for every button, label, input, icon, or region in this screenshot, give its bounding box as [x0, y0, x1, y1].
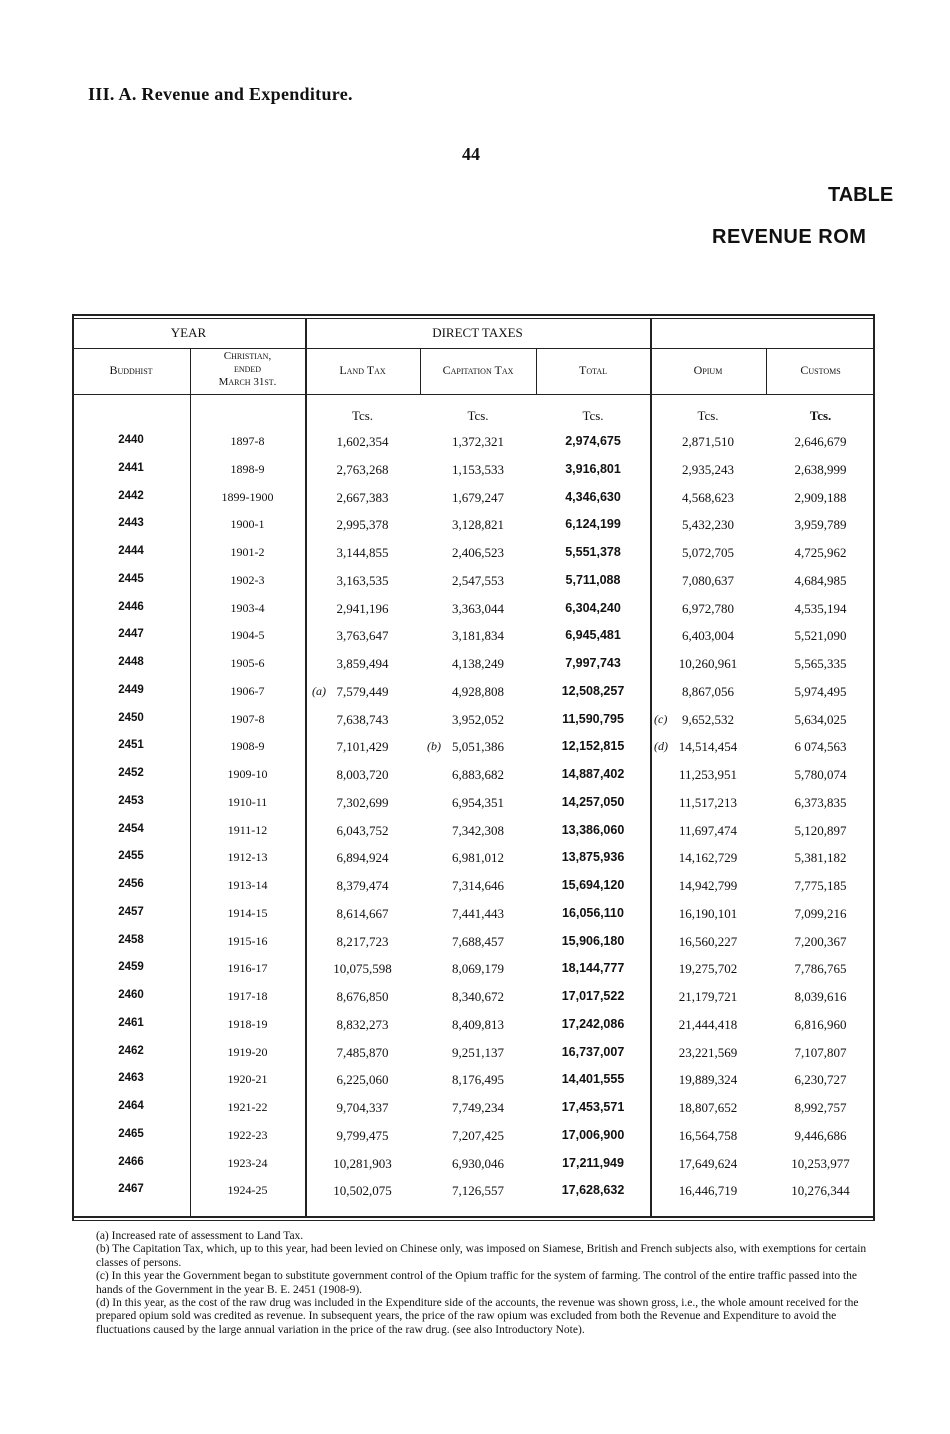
buddhist-year-cell: 2441: [118, 461, 144, 474]
land-tax-cell: 7,638,743: [336, 711, 389, 727]
land-tax-cell: 8,676,850: [336, 989, 389, 1004]
land-tax-cell: 3,763,647: [336, 628, 389, 644]
land-tax-cell: 8,379,474: [336, 878, 389, 893]
land-footnote-marker: (a): [312, 683, 326, 698]
table-row: [72, 517, 875, 545]
customs-cell: 10,253,977: [791, 1155, 850, 1171]
table-row: [72, 850, 875, 878]
land-tax-cell: 10,281,903: [333, 1155, 392, 1171]
total-cell: 15,694,120: [561, 878, 625, 892]
land-tax-cell: 2,763,268: [336, 461, 389, 477]
total-cell: 16,737,007: [561, 1044, 625, 1059]
table-row: [72, 1072, 875, 1100]
total-cell: 11,590,795: [562, 711, 624, 726]
opium-cell: 6,403,004: [682, 628, 734, 644]
christian-year-cell: 1901-2: [230, 545, 265, 559]
customs-cell: 5,565,335: [794, 656, 847, 671]
customs-cell: 5,521,090: [794, 628, 847, 644]
capitation-tax-cell: 7,688,457: [452, 933, 504, 949]
christian-year-cell: 1909-10: [227, 767, 268, 781]
capitation-tax-cell: 7,207,425: [452, 1127, 504, 1143]
total-cell: 17,453,571: [561, 1100, 625, 1114]
total-cell: 2,974,675: [565, 434, 621, 448]
total-cell: 5,551,378: [565, 545, 621, 559]
capitation-tax-cell: 7,126,557: [452, 1183, 504, 1199]
customs-cell: 2,646,679: [794, 434, 847, 449]
buddhist-year-cell: 2463: [118, 1072, 144, 1085]
land-tax-cell: 6,894,924: [336, 850, 389, 866]
land-tax-cell: 8,614,667: [336, 905, 389, 921]
christian-year-cell: 1908-9: [230, 739, 265, 754]
christian-year-cell: 1900-1: [230, 517, 265, 532]
capitation-tax-cell: 2,547,553: [452, 572, 504, 588]
footnote-c: (c) In this year the Government began to substitute government control of the Opium traffic for the system of farming. The control of the entire traffic passed into the hands of the Government in the year B. E. 2451 (1908-9).: [96, 1270, 858, 1296]
land-tax-cell: 7,485,870: [336, 1044, 389, 1060]
table-row: [72, 1017, 875, 1045]
land-tax-cell: 3,163,535: [336, 572, 389, 588]
table-heading: TABLE: [828, 184, 894, 206]
buddhist-year-cell: 2449: [118, 683, 144, 696]
capitation-tax-cell: 9,251,137: [452, 1044, 504, 1060]
land-unit: Tcs.: [351, 408, 374, 423]
capitation-tax-cell: 3,128,821: [452, 517, 504, 533]
buddhist-year-cell: 2464: [118, 1100, 144, 1112]
opium-cell: 4,568,623: [682, 489, 734, 505]
opium-cell: 11,253,951: [678, 767, 738, 782]
capitation-tax-cell: 1,372,321: [452, 434, 504, 449]
total-cell: 14,257,050: [561, 794, 625, 809]
total-cell: 13,875,936: [561, 850, 625, 865]
capitation-tax-cell: 4,138,249: [452, 656, 504, 671]
customs-cell: 5,381,182: [794, 850, 847, 866]
christian-year-cell: 1911-12: [227, 822, 268, 837]
revenue-table: [72, 314, 875, 1224]
buddhist-year-cell: 2442: [118, 489, 144, 502]
table-row: [72, 712, 875, 740]
opium-cell: 11,517,213: [678, 794, 738, 810]
customs-cell: 7,200,367: [794, 933, 847, 949]
customs-unit: Tcs.: [809, 408, 832, 423]
opium-header: Opium: [693, 363, 723, 377]
buddhist-year-cell: 2440: [118, 434, 144, 446]
opium-cell: 18,807,652: [678, 1100, 738, 1115]
land-tax-cell: 6,225,060: [336, 1072, 389, 1088]
land-tax-cell: 7,579,449: [336, 683, 389, 699]
total-cell: 7,997,743: [565, 656, 621, 670]
christian-year-cell: 1912-13: [227, 850, 268, 865]
table-bottom-rule-thin: [72, 1220, 875, 1221]
opium-cell: 10,260,961: [678, 656, 738, 671]
table-row: [72, 490, 875, 518]
opium-cell: 16,564,758: [678, 1127, 738, 1143]
opium-cell: 16,560,227: [678, 933, 738, 949]
buddhist-year-cell: 2453: [118, 794, 144, 807]
opium-cell: 21,444,418: [678, 1016, 738, 1032]
land-tax-cell: 9,704,337: [336, 1100, 389, 1115]
table-row: [72, 823, 875, 851]
christian-header-line-2: ended: [233, 363, 262, 375]
buddhist-year-cell: 2460: [118, 989, 144, 1001]
customs-cell: 6,373,835: [794, 794, 847, 810]
christian-year-cell: 1910-11: [227, 794, 268, 809]
land-tax-cell: 7,302,699: [336, 794, 389, 810]
units-row: [72, 408, 875, 436]
customs-cell: 2,638,999: [794, 461, 847, 477]
land-tax-cell: 9,799,475: [336, 1127, 389, 1143]
capitation-tax-cell: 7,441,443: [452, 905, 504, 921]
christian-year-cell: 1920-21: [227, 1072, 268, 1087]
capitation-tax-cell: 6,930,046: [452, 1155, 504, 1171]
opium-cell: 6,972,780: [682, 600, 734, 616]
customs-cell: 6 074,563: [794, 739, 847, 755]
customs-cell: 5,780,074: [794, 767, 847, 782]
total-cell: 3,916,801: [565, 461, 621, 476]
total-cell: 4,346,630: [565, 489, 621, 504]
land-tax-cell: 8,003,720: [336, 767, 389, 782]
capitation-tax-cell: 2,406,523: [452, 545, 504, 560]
table-row: [72, 573, 875, 601]
land-tax-cell: 3,859,494: [336, 656, 389, 671]
buddhist-year-cell: 2454: [118, 822, 144, 835]
capitation-tax-cell: 6,981,012: [452, 850, 504, 866]
opium-cell: 5,072,705: [682, 545, 734, 560]
capitation-footnote-marker: (b): [427, 739, 441, 754]
land-tax-cell: 8,832,273: [336, 1016, 389, 1032]
christian-year-cell: 1918-19: [227, 1016, 268, 1031]
customs-cell: 5,120,897: [794, 822, 847, 838]
table-row: [72, 961, 875, 989]
total-cell: 13,386,060: [561, 822, 625, 837]
capitation-tax-cell: 7,749,234: [452, 1100, 504, 1115]
christian-year-cell: 1923-24: [227, 1155, 268, 1170]
total-cell: 17,628,632: [561, 1183, 625, 1198]
buddhist-year-cell: 2462: [118, 1044, 144, 1057]
customs-cell: 9,446,686: [794, 1127, 847, 1143]
customs-cell: 4,535,194: [794, 600, 847, 616]
footnotes: [74, 1230, 874, 1337]
table-row: [72, 434, 875, 462]
opium-cell: 21,179,721: [678, 989, 738, 1004]
buddhist-year-cell: 2467: [118, 1183, 144, 1196]
total-cell: 14,401,555: [561, 1072, 625, 1087]
christian-year-cell: 1924-25: [227, 1183, 268, 1198]
total-cell: 5,711,088: [565, 572, 621, 587]
christian-year-cell: 1899-1900: [221, 489, 274, 504]
capitation-unit: Tcs.: [467, 408, 489, 423]
capitation-tax-header: Capitation Tax: [442, 363, 514, 377]
christian-header-line-3: March 31st.: [218, 376, 277, 388]
opium-footnote-marker: (d): [654, 739, 668, 754]
opium-cell: 16,190,101: [678, 905, 738, 921]
buddhist-year-cell: 2461: [118, 1016, 144, 1029]
buddhist-year-cell: 2457: [118, 905, 144, 918]
christian-year-cell: 1919-20: [227, 1044, 268, 1059]
customs-cell: 4,725,962: [794, 545, 847, 560]
revenue-heading: REVENUE ROM: [712, 226, 867, 248]
total-cell: 14,887,402: [561, 767, 625, 781]
customs-cell: 8,039,616: [794, 989, 847, 1004]
opium-cell: 14,514,454: [678, 739, 738, 755]
land-tax-cell: 6,043,752: [336, 822, 389, 838]
buddhist-year-cell: 2450: [118, 711, 144, 724]
table-bottom-rule: [72, 1216, 875, 1218]
christian-year-cell: 1897-8: [230, 434, 265, 448]
capitation-tax-cell: 3,181,834: [452, 628, 504, 644]
customs-cell: 7,107,807: [794, 1044, 847, 1060]
table-row: [72, 795, 875, 823]
capitation-tax-cell: 8,409,813: [452, 1016, 504, 1032]
christian-year-cell: 1904-5: [230, 628, 265, 643]
christian-year-cell: 1915-16: [227, 933, 268, 948]
christian-year-cell: 1902-3: [230, 572, 265, 587]
total-cell: 6,945,481: [565, 628, 621, 643]
capitation-tax-cell: 7,314,646: [452, 878, 504, 893]
opium-cell: 17,649,624: [678, 1155, 738, 1171]
opium-cell: 2,935,243: [682, 461, 734, 477]
total-cell: 17,017,522: [561, 989, 625, 1003]
buddhist-year-cell: 2446: [118, 600, 144, 613]
header-bottom-rule: [72, 394, 875, 395]
customs-cell: 8,992,757: [794, 1100, 847, 1115]
table-row: [72, 906, 875, 934]
table-row: [72, 934, 875, 962]
table-row: [72, 739, 875, 767]
footnote-d: (d) In this year, as the cost of the raw drug was included in the Expenditure side of the accounts, the revenue was shown gross, i.e., the whole amount received for the prepared opium sold was credited as revenue. In subsequent years, the price of the raw opium was excluded from both the Revenue and Expenditure to avoid the fluctuations caused by the large annual variation in the price of the raw drug. (see also Introductory Note).: [96, 1297, 859, 1336]
table-row: [72, 601, 875, 629]
land-tax-cell: 2,995,378: [336, 517, 389, 533]
christian-year-cell: 1903-4: [230, 600, 265, 615]
land-tax-cell: 2,667,383: [336, 489, 389, 505]
capitation-tax-cell: 3,363,044: [452, 600, 504, 616]
table-row: [72, 545, 875, 573]
buddhist-year-cell: 2444: [118, 545, 144, 557]
total-cell: 16,056,110: [562, 905, 624, 920]
capitation-tax-cell: 1,679,247: [452, 489, 504, 505]
total-cell: 6,124,199: [565, 517, 621, 532]
table-row: [72, 462, 875, 490]
land-tax-header: Land Tax: [339, 363, 386, 377]
customs-header: Customs: [800, 363, 841, 377]
christian-year-cell: 1905-6: [230, 656, 265, 670]
land-tax-cell: 1,602,354: [336, 434, 389, 449]
opium-cell: 14,942,799: [678, 878, 738, 893]
land-tax-cell: 10,502,075: [333, 1183, 392, 1199]
christian-year-cell: 1914-15: [227, 905, 268, 920]
total-cell: 6,304,240: [565, 600, 621, 615]
total-cell: 17,242,086: [561, 1016, 625, 1031]
table-row: [72, 1183, 875, 1211]
table-row: [72, 767, 875, 795]
opium-cell: 14,162,729: [678, 850, 738, 866]
capitation-tax-cell: 3,952,052: [452, 711, 504, 727]
opium-cell: 7,080,637: [682, 572, 734, 588]
buddhist-year-cell: 2466: [118, 1155, 144, 1168]
opium-footnote-marker: (c): [654, 711, 668, 726]
buddhist-year-cell: 2465: [118, 1127, 144, 1140]
buddhist-year-cell: 2443: [118, 517, 144, 530]
christian-year-cell: 1921-22: [227, 1100, 268, 1114]
customs-cell: 2,909,188: [794, 489, 847, 505]
opium-cell: 16,446,719: [678, 1183, 738, 1199]
land-tax-cell: 8,217,723: [336, 933, 389, 949]
total-header: Total: [578, 363, 608, 377]
christian-header: [190, 350, 305, 389]
land-tax-cell: 3,144,855: [336, 545, 389, 560]
total-cell: 17,006,900: [561, 1127, 625, 1142]
table-row: [72, 1045, 875, 1073]
opium-cell: 23,221,569: [678, 1044, 738, 1060]
footnote-a: (a) Increased rate of assessment to Land Tax.: [96, 1230, 304, 1242]
buddhist-header: Buddhist: [109, 363, 153, 377]
buddhist-year-cell: 2445: [118, 572, 144, 585]
customs-cell: 6,816,960: [794, 1016, 847, 1032]
capitation-tax-cell: 1,153,533: [452, 461, 504, 477]
table-row: [72, 628, 875, 656]
capitation-tax-cell: 8,340,672: [452, 989, 504, 1004]
table-row: [72, 1100, 875, 1128]
opium-cell: 8,867,056: [682, 683, 734, 699]
capitation-tax-cell: 7,342,308: [452, 822, 504, 838]
land-tax-cell: 7,101,429: [336, 739, 389, 755]
buddhist-year-cell: 2459: [118, 961, 144, 974]
christian-year-cell: 1916-17: [227, 961, 268, 976]
christian-year-cell: 1913-14: [227, 878, 268, 892]
opium-cell: 5,432,230: [682, 517, 734, 533]
capitation-tax-cell: 4,928,808: [452, 683, 504, 699]
opium-cell: 9,652,532: [682, 711, 734, 727]
buddhist-year-cell: 2448: [118, 656, 144, 668]
customs-cell: 5,974,495: [794, 683, 847, 699]
buddhist-year-cell: 2456: [118, 878, 144, 890]
christian-year-cell: 1922-23: [227, 1127, 268, 1142]
land-tax-cell: 2,941,196: [336, 600, 389, 616]
customs-cell: 10,276,344: [791, 1183, 850, 1199]
total-cell: 18,144,777: [561, 961, 625, 976]
opium-cell: 11,697,474: [678, 822, 738, 838]
total-unit: Tcs.: [582, 408, 604, 423]
total-cell: 12,508,257: [561, 683, 625, 698]
table-top-rule-thin: [72, 318, 875, 319]
land-tax-cell: 10,075,598: [333, 961, 392, 977]
buddhist-year-cell: 2451: [118, 739, 144, 752]
total-cell: 15,906,180: [561, 933, 625, 948]
direct-taxes-header: DIRECT TAXES: [432, 325, 523, 340]
customs-cell: 4,684,985: [794, 572, 847, 588]
table-row: [72, 989, 875, 1017]
opium-unit: Tcs.: [697, 408, 719, 423]
customs-cell: 3,959,789: [794, 517, 847, 533]
table-row: [72, 656, 875, 684]
buddhist-year-cell: 2447: [118, 628, 144, 641]
capitation-tax-cell: 8,069,179: [452, 961, 504, 977]
table-row: [72, 1156, 875, 1184]
total-cell: 12,152,815: [561, 739, 625, 754]
customs-cell: 6,230,727: [794, 1072, 847, 1088]
footnote-b: (b) The Capitation Tax, which, up to this year, had been levied on Chinese only, was imposed on Siamese, British and French subjects also, with exemptions for certain classes of persons.: [96, 1243, 867, 1269]
christian-year-cell: 1907-8: [230, 711, 265, 726]
capitation-tax-cell: 6,883,682: [452, 767, 504, 782]
capitation-tax-cell: 8,176,495: [452, 1072, 504, 1088]
christian-header-line-1: Christian,: [223, 350, 272, 362]
opium-cell: 19,275,702: [678, 961, 738, 977]
buddhist-year-cell: 2455: [118, 850, 144, 863]
customs-cell: 7,786,765: [794, 961, 847, 977]
customs-cell: 7,099,216: [794, 905, 847, 921]
opium-cell: 2,871,510: [682, 434, 734, 449]
total-cell: 17,211,949: [562, 1155, 624, 1170]
christian-year-cell: 1898-9: [230, 461, 265, 476]
section-title: III. A. Revenue and Expenditure.: [88, 84, 353, 104]
table-row: [72, 878, 875, 906]
year-header: YEAR: [170, 325, 207, 340]
opium-cell: 19,889,324: [678, 1072, 738, 1088]
customs-cell: 5,634,025: [794, 711, 847, 727]
buddhist-year-cell: 2458: [118, 933, 144, 946]
table-top-rule: [72, 314, 875, 316]
table-row: [72, 1128, 875, 1156]
buddhist-year-cell: 2452: [118, 767, 144, 779]
table-row: [72, 684, 875, 712]
christian-year-cell: 1917-18: [227, 989, 268, 1003]
capitation-tax-cell: 6,954,351: [452, 794, 504, 810]
header-divider: [72, 348, 875, 349]
christian-year-cell: 1906-7: [230, 683, 265, 698]
customs-cell: 7,775,185: [794, 878, 847, 893]
page-number: 44: [462, 144, 480, 164]
capitation-tax-cell: 5,051,386: [452, 739, 504, 755]
